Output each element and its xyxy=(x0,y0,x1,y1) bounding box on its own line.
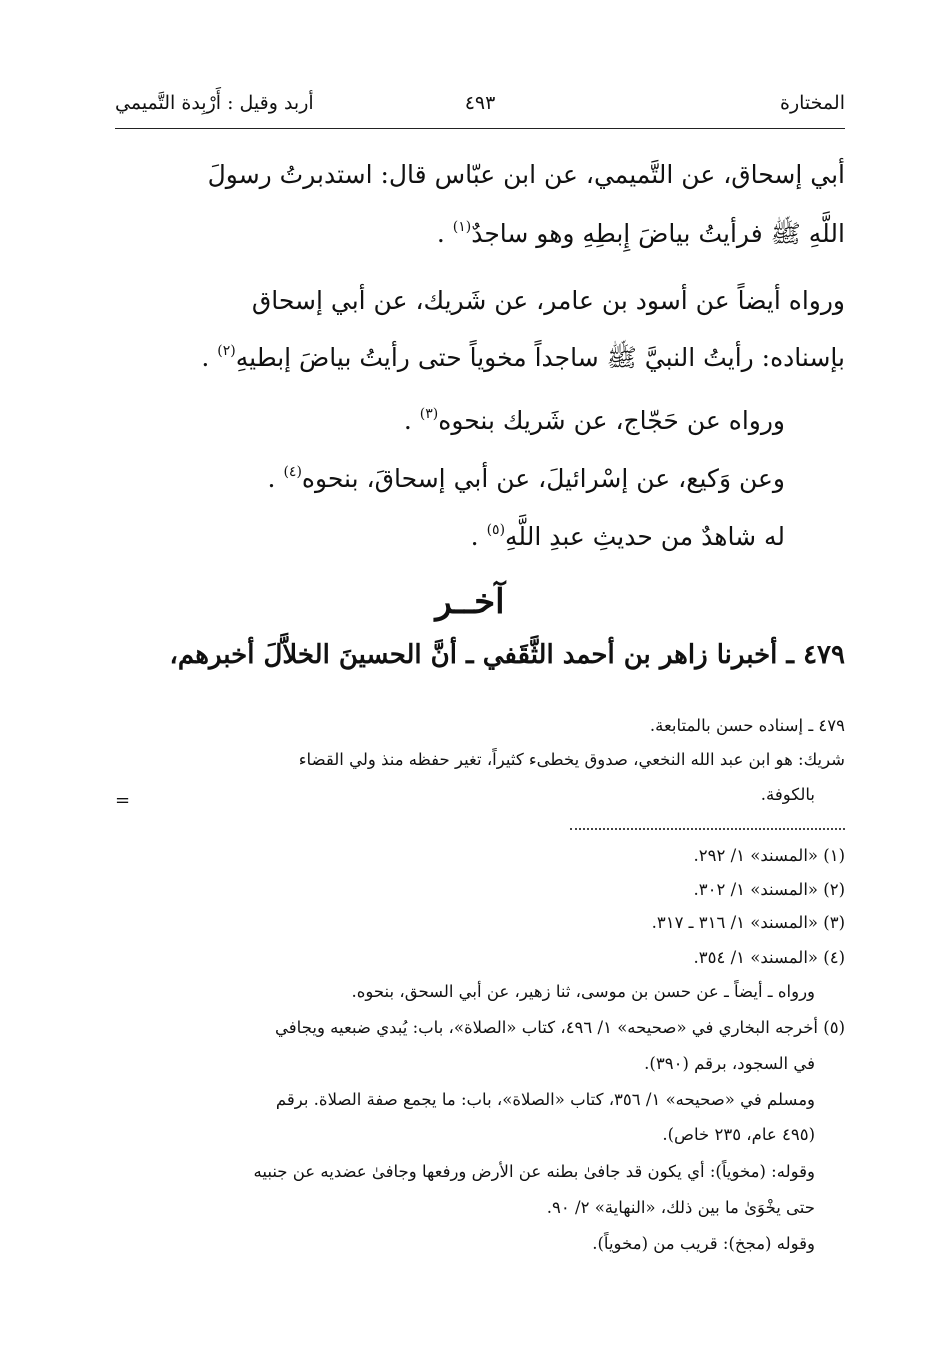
footnote-4-note: ورواه ـ أيضاً ـ عن حسن بن موسى، ثنا زهير، عن أبي السحق، بنحوه. xyxy=(351,982,815,1001)
footnote-5-line: ومسلم في «صحيحه» ١/ ٣٥٦، كتاب «الصلاة»، باب: ما يجمع صفة الصلاة. برقم xyxy=(275,1090,815,1109)
section-heading: آخــر xyxy=(435,582,505,622)
header-chapter-title: أربد وقيل : أَرْبِدة التَّميمي xyxy=(115,92,314,114)
page-number: ٤٩٣ xyxy=(464,92,496,114)
footnote-marker: (٥) xyxy=(486,522,506,538)
text-line: ورواه أيضاً عن أسود بن عامر، عن شَريك، عن أبي إسحاق xyxy=(251,286,845,315)
footnote-5: (٥) أخرجه البخاري في «صحيحه» ١/ ٤٩٦، كتاب «الصلاة»، باب: يُبدي ضبعيه ويجافي xyxy=(275,1018,845,1037)
footnote-marker: (٤) xyxy=(283,464,302,480)
text-line: اللَّهِ ﷺ فرأيتُ بياضَ إِبطِهِ وهو ساجدٌ$^{(١)}$ . xyxy=(436,219,845,248)
running-header xyxy=(115,92,845,126)
footnote-5-line: (٤٩٥ عام، ٢٣٥ خاص). xyxy=(662,1125,815,1144)
continuation-mark: = xyxy=(115,790,131,811)
footnote-3: (٣) «المسند» ١/ ٣١٦ ـ ٣١٧. xyxy=(651,913,845,932)
commentary-line: بالكوفة. xyxy=(760,785,815,804)
text-line: أبي إسحاق، عن التَّميمي، عن ابن عبّاس قال: استدبرتُ رسولَ xyxy=(207,160,845,189)
footnote-2: (٢) «المسند» ١/ ٣٠٢. xyxy=(693,880,845,899)
footnote-1: (١) «المسند» ١/ ٢٩٢. xyxy=(693,846,845,865)
header-rule xyxy=(115,128,845,129)
footnote-marker: (٢) xyxy=(217,343,236,359)
footnote-separator xyxy=(570,828,845,830)
header-book-title: المختارة xyxy=(780,92,845,114)
hadith-479-line: ٤٧٩ ـ أخبرنا زاهر بن أحمد الثَّقَفي ـ أنَّ الحسينَ الخلاَّلَ أخبرهم، xyxy=(169,640,845,670)
footnote-5-line: حتى يخْوَىٰ ما بين ذلك، «النهاية» ٢/ ٩٠. xyxy=(546,1198,815,1217)
footnote-marker: (١) xyxy=(452,219,472,235)
text-line: ورواه عن حَجّاج، عن شَريك بنحوه$^{(٣)}$ . xyxy=(403,406,785,435)
footnote-4: (٤) «المسند» ١/ ٣٥٤. xyxy=(693,948,845,967)
text-line: بإسناده: رأيتُ النبيَّ ﷺ ساجداً مخوياً حتى رأيتُ بياضَ إبطيهِ$^{(٢)}$ . xyxy=(201,343,845,372)
footnote-5-line: وقوله: (مخوياً): أي يكون قد جافىٰ بطنه عن الأرض ورفعها وجافىٰ عضديه عن جنبيه xyxy=(253,1162,815,1181)
text-line: له شاهدٌ من حديثِ عبدِ اللَّهِ$^{(٥)}$ . xyxy=(470,522,785,551)
text-line: وعن وَكيع، عن إسْرائيلَ، عن أبي إسحاقَ، بنحوه$^{(٤)}$ . xyxy=(267,464,785,493)
footnote-5-line: في السجود، برقم (٣٩٠). xyxy=(644,1054,815,1073)
commentary-heading: ٤٧٩ ـ إسناده حسن بالمتابعة. xyxy=(649,716,845,735)
footnote-marker: (٣) xyxy=(419,406,439,422)
commentary-line: شريك: هو ابن عبد الله النخعي، صدوق يخطىء كثيراً، تغير حفظه منذ ولي القضاء xyxy=(298,750,845,769)
footnote-5-line: وقوله (مجخ): قريب من (مخوياً). xyxy=(592,1234,815,1253)
